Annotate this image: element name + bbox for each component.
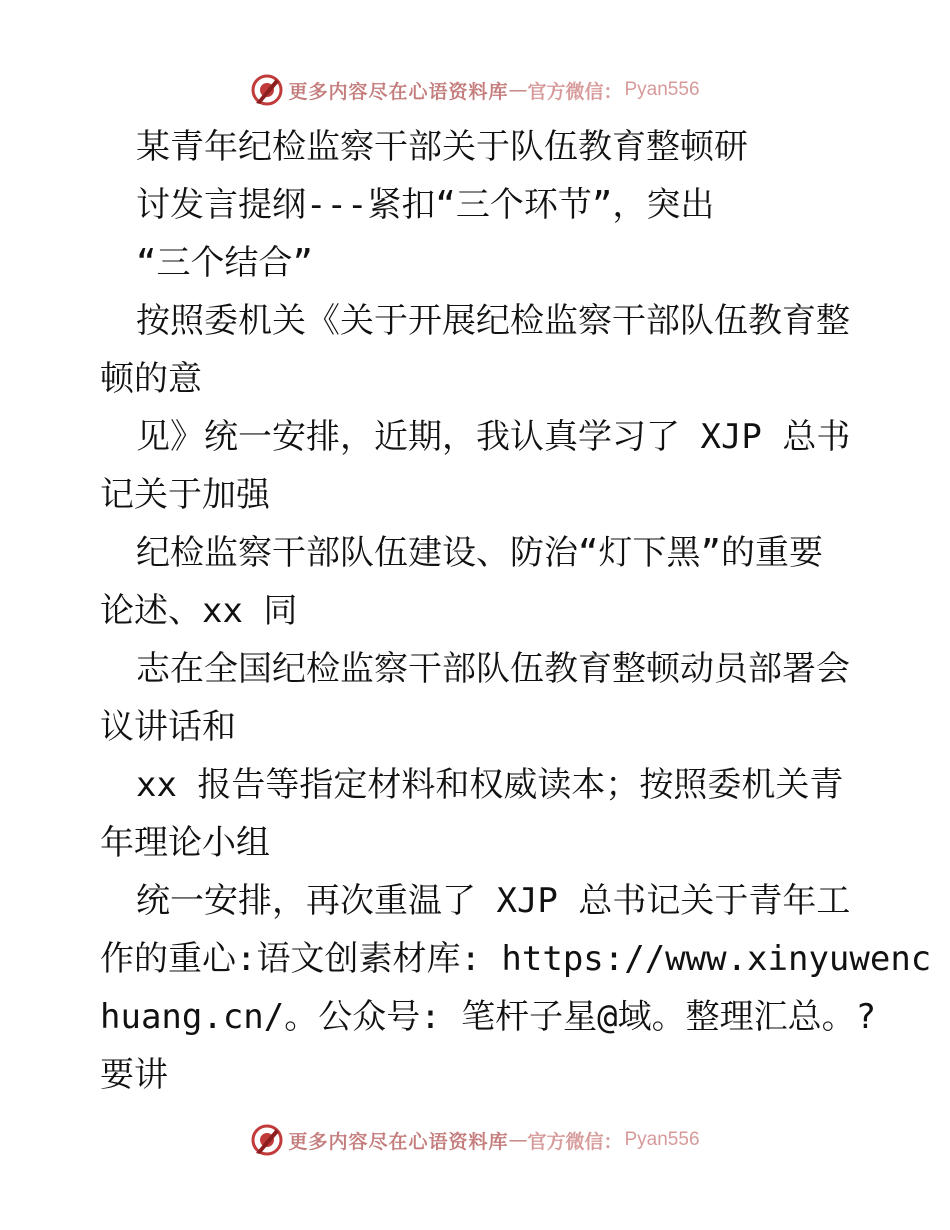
- text-line: 顿的意: [100, 359, 202, 399]
- header-watermark: [0, 70, 950, 110]
- text-line: 见》统一安排，近期，我认真学习了 XJP 总书: [136, 417, 851, 457]
- watermark-wechat-id: Pyan556: [624, 79, 700, 100]
- watermark-text: 更多内容尽在心语资料库: [288, 80, 509, 103]
- text-line: 记关于加强: [100, 475, 270, 515]
- text-line: “三个结合”: [136, 243, 313, 283]
- text-line: 作的重心:语文创素材库: https://www.xinyuwenc: [100, 939, 932, 979]
- text-line: 论述、xx 同: [100, 591, 298, 631]
- watermark-wechat-label: 官方微信：: [527, 1130, 623, 1153]
- watermark-wechat-id: Pyan556: [624, 1129, 700, 1150]
- text-line: 纪检监察干部队伍建设、防治“灯下黑”的重要: [136, 533, 823, 573]
- text-line: 按照委机关《关于开展纪检监察干部队伍教育整: [136, 301, 850, 341]
- footer-watermark: [0, 1120, 950, 1160]
- text-line: 要讲: [100, 1055, 168, 1095]
- text-line: 某青年纪检监察干部关于队伍教育整顿研: [136, 127, 748, 167]
- text-line: 议讲话和: [100, 707, 236, 747]
- quill-logo-icon: [250, 73, 284, 107]
- watermark-text: 更多内容尽在心语资料库: [288, 1130, 509, 1153]
- text-line: 讨发言提纲---紧扣“三个环节”，突出: [136, 185, 715, 225]
- text-line: 志在全国纪检监察干部队伍教育整顿动员部署会: [136, 649, 850, 689]
- quill-logo-icon: [250, 1123, 284, 1157]
- watermark-dash: —: [508, 79, 528, 101]
- text-line: xx 报告等指定材料和权威读本；按照委机关青: [136, 765, 844, 805]
- text-line: huang.cn/。公众号: 笔杆子星@域。整理汇总。?: [100, 997, 877, 1037]
- watermark-wechat-label: 官方微信：: [527, 80, 623, 103]
- text-line: 年理论小组: [100, 823, 270, 863]
- watermark-dash: —: [508, 1129, 528, 1151]
- text-line: 统一安排，再次重温了 XJP 总书记关于青年工: [136, 881, 851, 921]
